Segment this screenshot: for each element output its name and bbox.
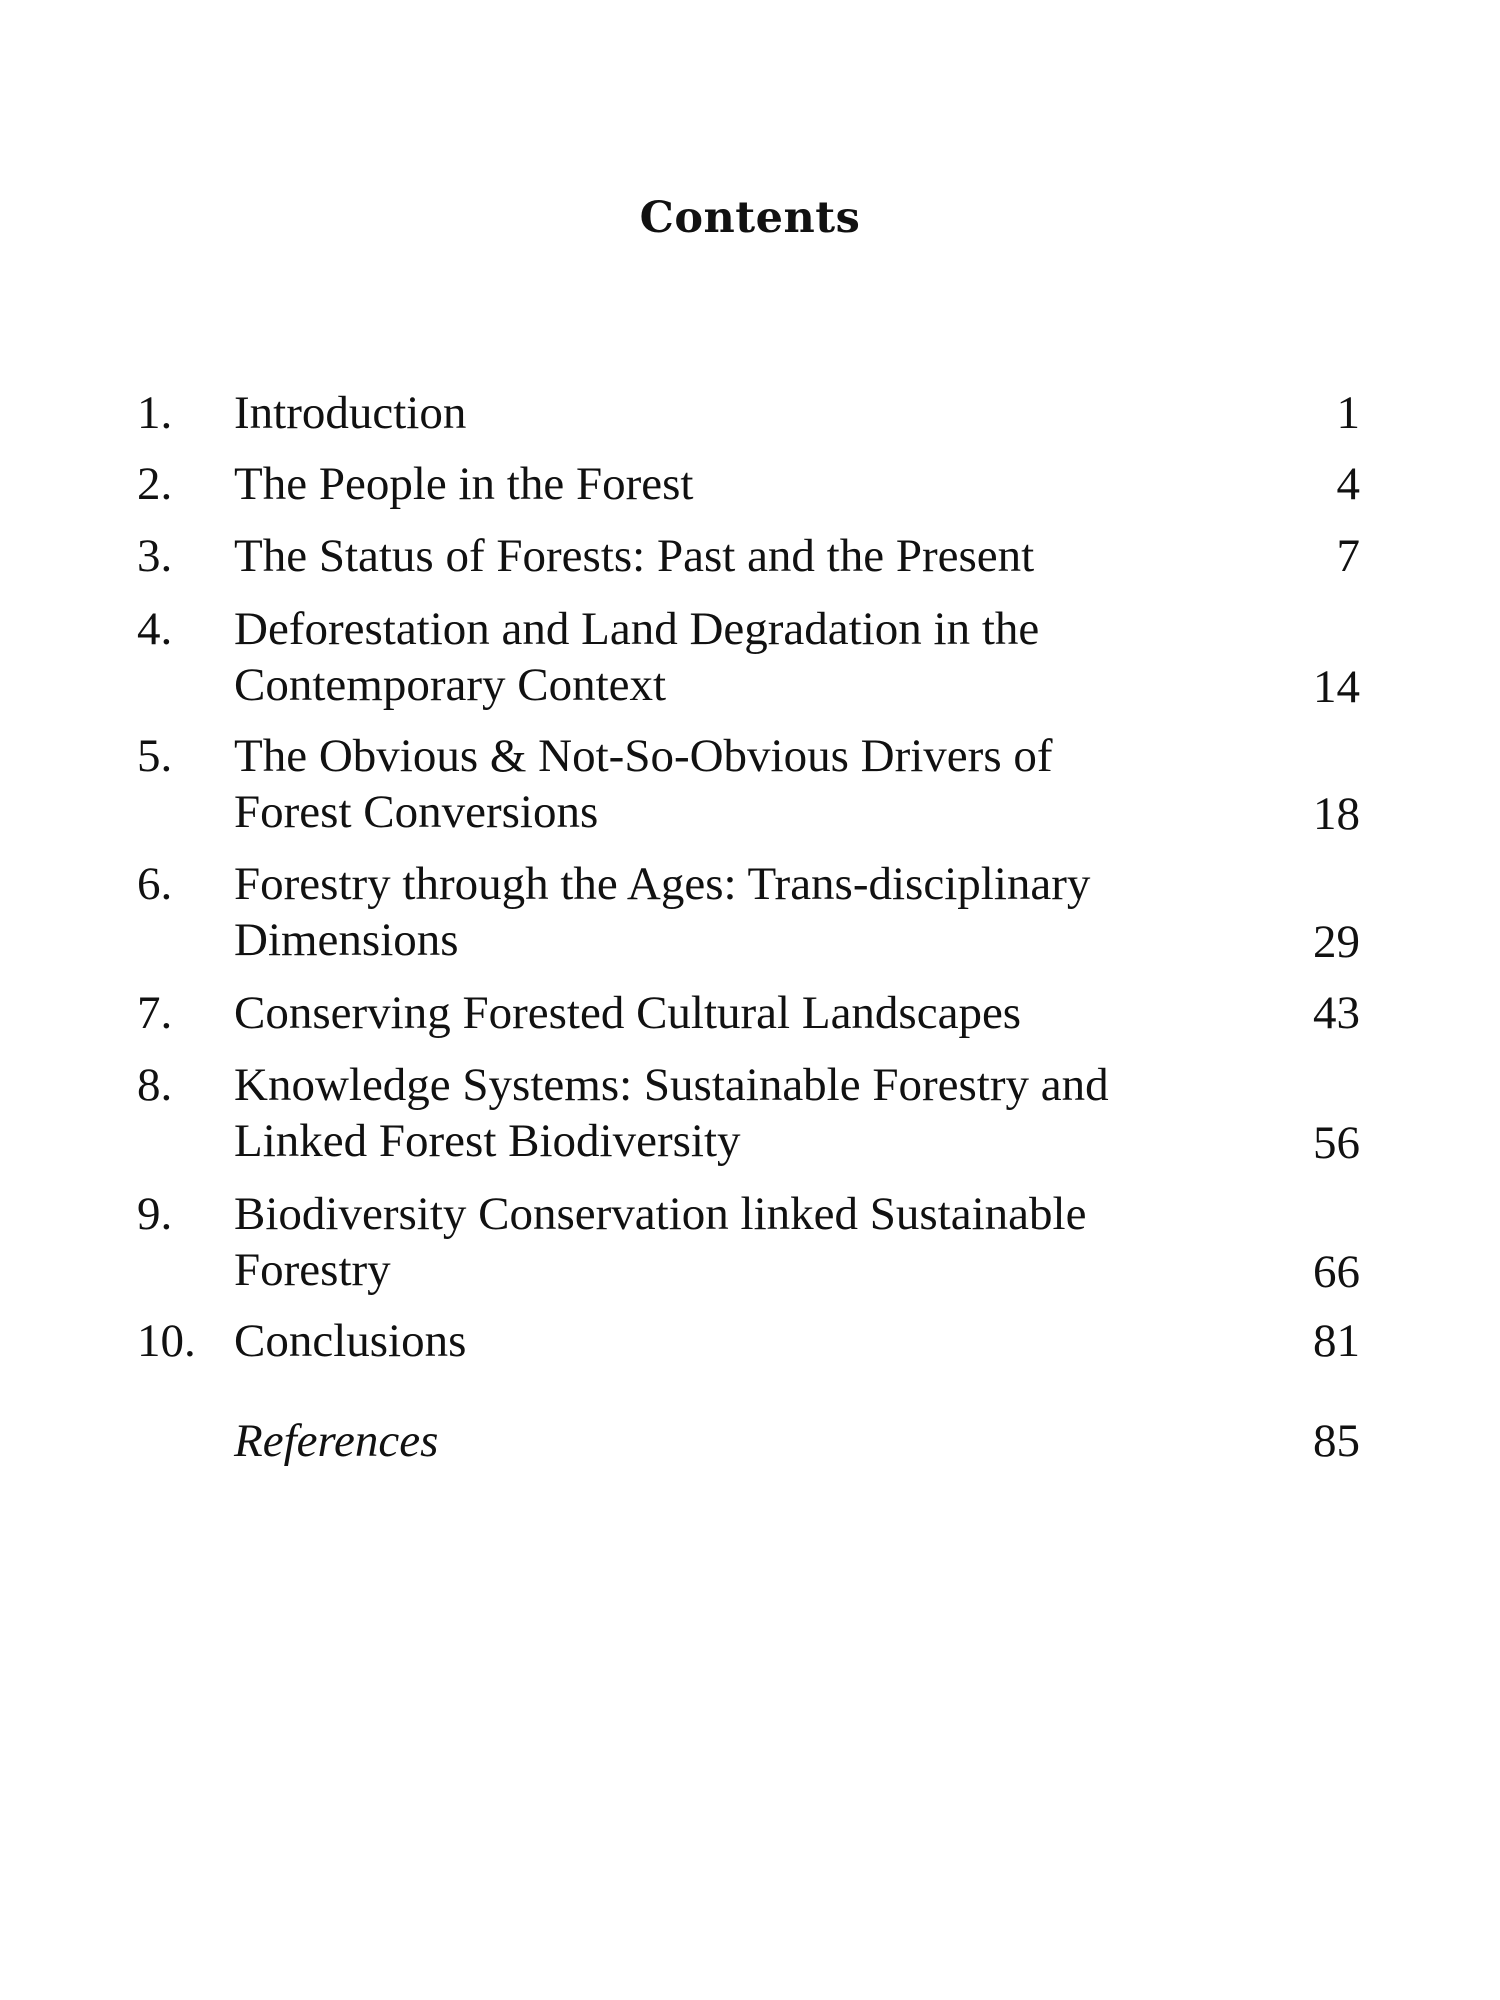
toc-entry-number: 9. <box>137 1188 173 1240</box>
toc-entry-title-line: Dimensions <box>234 914 459 966</box>
toc-entry-title <box>234 601 1274 713</box>
toc-entry-page: 4 <box>1336 458 1360 510</box>
toc-entry-title <box>234 856 1274 968</box>
toc-entry-page: 85 <box>1313 1415 1360 1467</box>
toc-entry-title-line: Contemporary Context <box>234 659 667 711</box>
toc-entry-title-line: Forest Conversions <box>234 786 599 838</box>
toc-entry-title <box>234 1313 1274 1369</box>
toc-entry-title <box>234 1057 1274 1169</box>
toc-entry-page: 81 <box>1313 1315 1360 1367</box>
toc-entry-title-line: Conserving Forested Cultural Landscapes <box>234 987 1022 1039</box>
toc-entry-title-line: Biodiversity Conservation linked Sustainable <box>234 1188 1087 1240</box>
toc-entry-number: 2. <box>137 458 173 510</box>
toc-entry-title <box>234 728 1274 840</box>
toc-entry-title <box>234 528 1274 584</box>
toc-entry-number: 8. <box>137 1059 173 1111</box>
toc-entry-page: 43 <box>1313 987 1360 1039</box>
toc-entry-number: 7. <box>137 987 173 1039</box>
toc-entry-title-line: Conclusions <box>234 1315 467 1367</box>
toc-entry-title <box>234 1186 1274 1298</box>
toc-entry-title-line: References <box>234 1415 439 1467</box>
toc-entry-number: 4. <box>137 603 173 655</box>
toc-entry-page: 56 <box>1313 1117 1360 1169</box>
toc-entry-title-line: Forestry <box>234 1244 391 1296</box>
toc-entry-title-line: The People in the Forest <box>234 458 694 510</box>
toc-entry-title-line: Knowledge Systems: Sustainable Forestry and <box>234 1059 1109 1111</box>
toc-entry-title <box>234 385 1274 441</box>
toc-entry-page: 18 <box>1313 788 1360 840</box>
toc-entry-title-line: Introduction <box>234 387 467 439</box>
toc-entry-title <box>234 456 1274 512</box>
toc-entry-page: 66 <box>1313 1246 1360 1298</box>
toc-entry-page: 29 <box>1313 916 1360 968</box>
toc-entry-number: 1. <box>137 387 173 439</box>
page-title: Contents <box>639 193 861 243</box>
toc-entry-number: 10. <box>137 1315 196 1367</box>
toc-entry-title-line: Linked Forest Biodiversity <box>234 1115 741 1167</box>
toc-entry-title-line: The Obvious & Not-So-Obvious Drivers of <box>234 730 1053 782</box>
toc-entry-page: 1 <box>1336 387 1360 439</box>
toc-entry-title-line: Forestry through the Ages: Trans-disciplinary <box>234 858 1091 910</box>
toc-entry-title <box>234 985 1274 1041</box>
toc-entry-title-line: Deforestation and Land Degradation in the <box>234 603 1040 655</box>
toc-entry-page: 7 <box>1336 530 1360 582</box>
toc-entry-number: 6. <box>137 858 173 910</box>
toc-entry-title <box>234 1413 1274 1469</box>
toc-entry-number: 3. <box>137 530 173 582</box>
toc-entry-title-line: The Status of Forests: Past and the Present <box>234 530 1035 582</box>
toc-entry-number: 5. <box>137 730 173 782</box>
toc-entry-page: 14 <box>1313 661 1360 713</box>
